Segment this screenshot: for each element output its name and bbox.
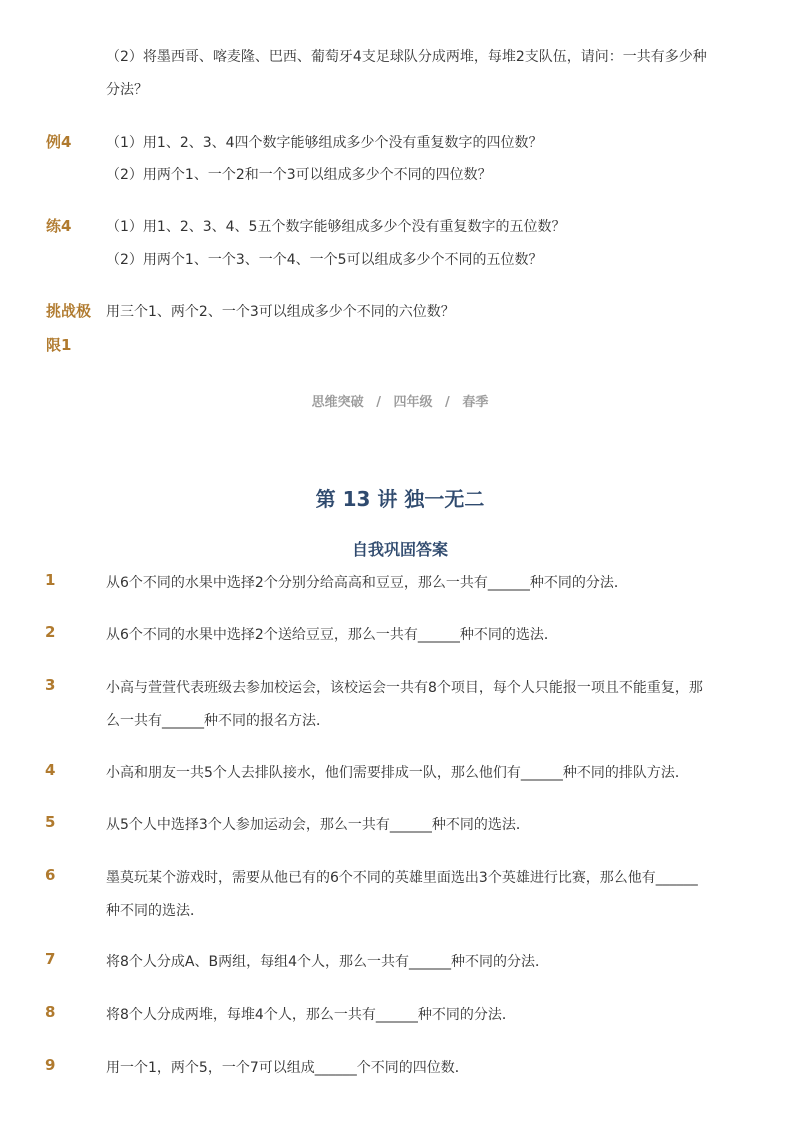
challenge-label-line1: 挑战极 (46, 302, 92, 320)
example-4-label: 例4 (46, 133, 72, 151)
footer-separator: / (445, 395, 450, 410)
example-4-question-1: （1）用1、2、3、4四个数字能够组成多少个没有重复数字的四位数？ (106, 135, 543, 151)
item-number: 2 (45, 623, 56, 641)
item-question-continuation: 么一共有______种不同的报名方法． (106, 713, 330, 729)
item-question: 小高和朋友一共5个人去排队接水，他们需要排成一队，那么他们有______种不同的排队方法． (106, 765, 689, 781)
item-number: 1 (45, 571, 56, 589)
practice-4-label: 练4 (46, 217, 72, 235)
example-4-question-2: （2）用两个1、一个2和一个3可以组成多少个不同的四位数？ (106, 167, 492, 183)
item-number: 8 (45, 1003, 56, 1021)
item-question-continuation: 种不同的选法． (106, 903, 204, 919)
item-question: 墨莫玩某个游戏时，需要从他已有的6个不同的英雄里面选出3个英雄进行比赛，那么他有______ (106, 870, 698, 886)
item-question: 从6个不同的水果中选择2个分别分给高高和豆豆，那么一共有______种不同的分法． (106, 575, 628, 591)
question-part2-line1: （2）将墨西哥、喀麦隆、巴西、葡萄牙4支足球队分成两堆，每堆2支队伍，请问：一共有多少种 (106, 49, 707, 65)
item-question: 从5个人中选择3个人参加运动会，那么一共有______种不同的选法． (106, 817, 530, 833)
item-question: 将8个人分成两堆，每堆4个人，那么一共有______种不同的分法． (106, 1007, 516, 1023)
footer-grade: 四年级 (393, 395, 433, 410)
item-question: 用一个1，两个5，一个7可以组成______个不同的四位数． (106, 1060, 469, 1076)
item-number: 5 (45, 813, 56, 831)
item-number: 3 (45, 676, 56, 694)
item-question: 从6个不同的水果中选择2个送给豆豆，那么一共有______种不同的选法． (106, 627, 558, 643)
item-question: 将8个人分成A、B两组，每组4个人，那么一共有______种不同的分法． (106, 954, 549, 970)
challenge-question: 用三个1、两个2、一个3可以组成多少个不同的六位数？ (106, 304, 455, 320)
lecture-title: 第 13 讲 独一无二 (315, 487, 485, 511)
page-footer (0, 391, 800, 410)
item-question: 小高与萱萱代表班级去参加校运会，该校运会一共有8个项目，每个人只能报一项且不能重复，那 (106, 680, 703, 696)
item-number: 4 (45, 761, 56, 779)
footer-separator: / (376, 395, 381, 410)
item-number: 6 (45, 866, 56, 884)
challenge-label-line2: 限1 (46, 336, 72, 354)
item-number: 7 (45, 950, 56, 968)
footer-term: 春季 (462, 395, 489, 410)
section-subtitle: 自我巩固答案 (351, 540, 448, 559)
footer-series: 思维突破 (311, 395, 364, 410)
practice-4-question-2: （2）用两个1、一个3、一个4、一个5可以组成多少个不同的五位数？ (106, 252, 543, 268)
item-number: 9 (45, 1056, 56, 1074)
practice-4-question-1: （1）用1、2、3、4、5五个数字能够组成多少个没有重复数字的五位数？ (106, 219, 566, 235)
question-part2-line2: 分法？ (106, 82, 148, 98)
